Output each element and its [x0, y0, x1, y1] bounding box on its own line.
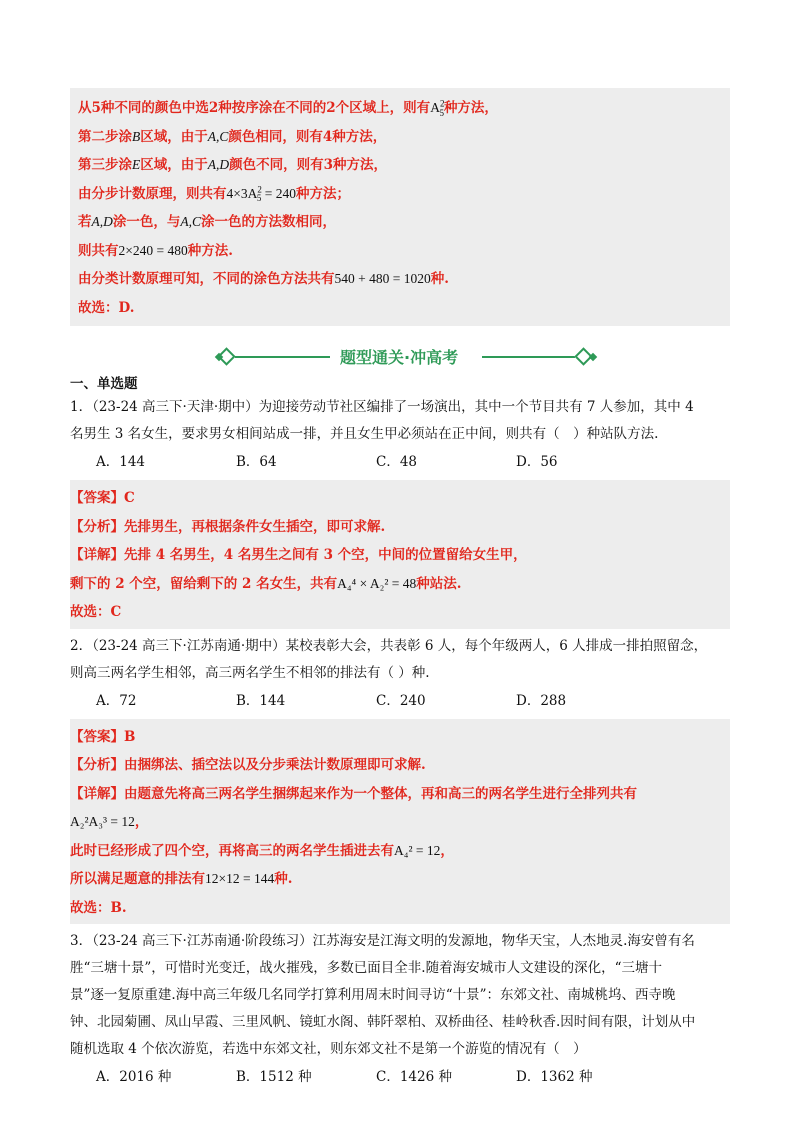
- option-c: C．240: [376, 692, 426, 709]
- detail: 剩下的 2 个空，留给剩下的 2 名女生，共有A₄⁴ × A₂² = 48种站法.: [70, 575, 462, 592]
- question-1-options: [70, 448, 730, 476]
- solution-choice: 故选：D.: [78, 299, 135, 316]
- question-text: 随机选取 4 个依次游览，若选中东郊文社，则东郊文社不是第一个游览的情况有（ ）: [70, 1041, 587, 1057]
- detail: A₂²A₃³ = 12，: [70, 814, 149, 830]
- formula: $4\times 3A^2_5 = 240$: [226, 184, 296, 204]
- document-page: [70, 88, 730, 1091]
- question-text: 3．（23-24 高三下·江苏南通·阶段练习）江苏海安是江海文明的发源地，物华天宝，人杰地灵.海安曾有名: [70, 933, 695, 949]
- detail: 【详解】由题意先将高三两名学生捆绑起来作为一个整体，再和高三的两名学生进行全排列共有: [70, 785, 637, 802]
- question-text: 则高三两名学生相邻，高三两名学生不相邻的排法有（ ）种.: [70, 664, 430, 681]
- analysis: 【分析】由捆绑法、插空法以及分步乘法计数原理即可求解.: [70, 757, 426, 773]
- question-2-options: [70, 687, 730, 715]
- analysis: 【分析】先排男生，再根据条件女生插空，即可求解.: [70, 518, 386, 535]
- question-text: 景”逐一复原重建.海中高三年级几名同学打算利用周末时间寻访“十景”：东郊文社、南城桃坞、西寺晚: [70, 987, 676, 1003]
- text: 种方法，: [443, 100, 498, 116]
- solution-line-4: 由分步计数原理，则共有$4\times 3A^2_5 = 240$种方法；: [78, 184, 350, 204]
- section-title: 一、单选题: [70, 376, 138, 392]
- choice: 故选：C: [70, 604, 122, 620]
- banner-line-right: [482, 356, 575, 358]
- question-1: [70, 394, 730, 448]
- option-d: D．288: [516, 692, 567, 709]
- question-text: 1．（23-24 高三下·天津·期中）为迎接劳动节社区编排了一场演出，其中一个节目共有 7 人参加，其中 4: [70, 399, 694, 415]
- solution-continuation-box: [70, 88, 730, 326]
- option-b: B．64: [236, 454, 277, 470]
- option-d: D．1362 种: [516, 1069, 593, 1085]
- answer: 【答案】B: [70, 728, 136, 745]
- answer: 【答案】C: [70, 490, 135, 506]
- option-c: C．1426 种: [376, 1069, 452, 1085]
- detail: 此时已经形成了四个空，再将高三的两名学生插进去有A₄² = 12，: [70, 842, 454, 859]
- question-3: [70, 928, 730, 1063]
- option-b: B．1512 种: [236, 1069, 312, 1085]
- option-a: A．2016 种: [96, 1069, 172, 1085]
- option-c: C．48: [376, 454, 418, 470]
- banner-title: 题型通关·冲高考: [340, 348, 459, 367]
- question-2: [70, 633, 730, 687]
- solution-line-2: 第二步涂B区域，由于A,C颜色相同，则有4种方法，: [78, 128, 387, 145]
- banner-line-left: [235, 356, 330, 358]
- solution-line-3: 第三步涂E区域，由于A,D颜色不同，则有3种方法，: [78, 157, 388, 173]
- question-3-options: [70, 1063, 730, 1091]
- question-1-solution: [70, 480, 730, 629]
- solution-line-5: 若A,D涂一色，与A,C涂一色的方法数相同，: [78, 214, 337, 230]
- question-text: 名男生 3 名女生，要求男女相间站成一排，并且女生甲必须站在正中间，则共有（ ）种站队方法.: [70, 426, 659, 442]
- section-banner: [70, 342, 730, 372]
- option-d: D．56: [516, 454, 558, 470]
- solution-line-7: 由分类计数原理可知，不同的涂色方法共有540 + 480 = 1020种.: [78, 271, 449, 287]
- question-text: 2．（23-24 高三下·江苏南通·期中）某校表彰大会，共表彰 6 人，每个年级两人，6 人排成一排拍照留念，: [70, 637, 708, 654]
- option-a: A．144: [96, 454, 146, 470]
- question-2-solution: [70, 719, 730, 925]
- choice: 故选：B.: [70, 899, 127, 916]
- detail: 【详解】先排 4 名男生，4 名男生之间有 3 个空，中间的位置留给女生甲，: [70, 547, 527, 563]
- formula: $A^2_5$: [430, 98, 445, 118]
- text: 从5种不同的颜色中选2种按序涂在不同的2个区域上，则有: [78, 100, 431, 116]
- solution-line-1: [78, 94, 722, 123]
- question-text: 胜“三塘十景”，可惜时光变迁，战火摧残，多数已面目全非.随着海安城市人文建设的深化，“三塘十: [70, 960, 662, 976]
- detail: 所以满足题意的排法有12×12 = 144种.: [70, 871, 293, 887]
- option-a: A．72: [96, 692, 137, 709]
- dot-right-icon: [589, 353, 597, 361]
- solution-line-6: 则共有2×240 = 480种方法.: [78, 242, 233, 259]
- question-text: 钟、北园菊圃、凤山早霞、三里风帆、镜虹水阁、韩阡翠柏、双桥曲径、桂岭秋香.因时间有限，计划从中: [70, 1014, 696, 1030]
- option-b: B．144: [236, 692, 286, 709]
